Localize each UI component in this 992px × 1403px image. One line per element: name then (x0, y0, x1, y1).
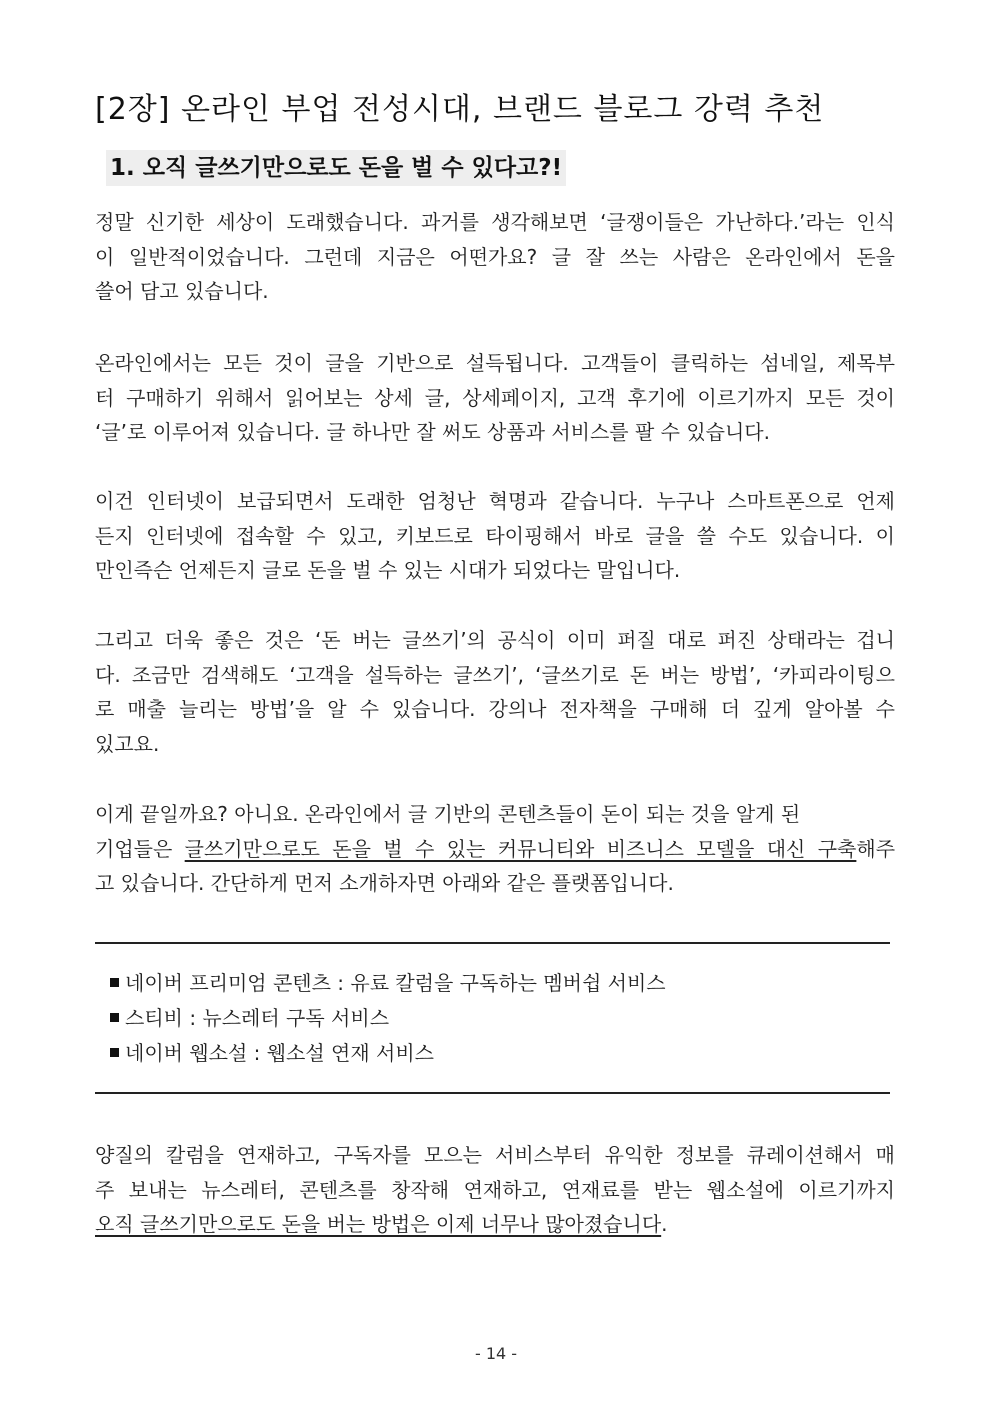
paragraph-line (95, 832, 895, 867)
page-number: - 14 - (474, 1344, 518, 1363)
paragraph-line: 온라인에서는 모든 것이 글을 기반으로 설득됩니다. 고객들이 클릭하는 섬네일, 제목부 (95, 351, 895, 375)
paragraph-line: 쓸어 담고 있습니다. (95, 279, 269, 303)
paragraph-line: 로 매출 늘리는 방법’을 알 수 있습니다. 강의나 전자책을 구매해 더 깊게 알아볼 수 (95, 697, 895, 721)
paragraph-line: 양질의 칼럼을 연재하고, 구독자를 모으는 서비스부터 유익한 정보를 큐레이션해서 매 (95, 1143, 895, 1167)
paragraph-line: ‘글’로 이루어져 있습니다. 글 하나만 잘 써도 상품과 서비스를 팔 수 있습니다. (95, 420, 770, 444)
paragraph-line: 터 구매하기 위해서 읽어보는 상세 글, 상세페이지, 고객 후기에 이르기까지 모든 것이 (95, 385, 895, 410)
paragraph-3 (95, 484, 895, 588)
list-item (110, 966, 890, 1001)
paragraph-line: 다. 조금만 검색해도 ‘고객을 설득하는 글쓰기’, ‘글쓰기로 돈 버는 방법’, ‘카피라이팅으 (95, 662, 895, 687)
text-segment: 해주 (856, 836, 896, 861)
paragraph-6 (95, 1138, 895, 1242)
underlined-text: 오직 글쓰기만으로도 돈을 버는 방법은 이제 너무나 많아졌습니다 (95, 1212, 662, 1236)
paragraph-line: 든지 인터넷에 접속할 수 있고, 키보드로 타이핑해서 바로 글을 쓸 수도 있습니다. 이 (95, 523, 895, 548)
paragraph-line: 정말 신기한 세상이 도래했습니다. 과거를 생각해보면 ‘글쟁이들은 가난하다.’라는 인식 (95, 210, 895, 234)
list-item (110, 1036, 890, 1071)
divider-top (95, 942, 890, 944)
paragraph-line: 고 있습니다. 간단하게 먼저 소개하자면 아래와 같은 플랫폼입니다. (95, 871, 674, 895)
list-item (110, 1001, 890, 1036)
paragraph-line: 만인즉슨 언제든지 글로 돈을 벌 수 있는 시대가 되었다는 말입니다. (95, 558, 681, 582)
paragraph-line: 있고요. (95, 731, 160, 756)
chapter-title: [2장] 온라인 부업 전성시대, 브랜드 블로그 강력 추천 (95, 92, 825, 127)
paragraph-1 (95, 205, 895, 309)
text-segment: 기업들은 (95, 836, 185, 861)
paragraph-line: 이건 인터넷이 보급되면서 도래한 엄청난 혁명과 같습니다. 누구나 스마트폰으로 언제 (95, 489, 895, 513)
paragraph-line: 이 일반적이었습니다. 그런데 지금은 어떤가요? 글 잘 쓰는 사람은 온라인에서 돈을 (95, 244, 895, 269)
list-item-text: 네이버 프리미엄 콘텐츠 : 유료 칼럼을 구독하는 멤버쉽 서비스 (125, 971, 666, 995)
bullet-square-icon (110, 1048, 119, 1057)
paragraph-line (95, 1207, 895, 1242)
list-item-text: 스티비 : 뉴스레터 구독 서비스 (125, 1006, 390, 1030)
paragraph-4 (95, 623, 895, 761)
list-item-text: 네이버 웹소설 : 웹소설 연재 서비스 (125, 1041, 435, 1065)
paragraph-line: 이게 끝일까요? 아니요. 온라인에서 글 기반의 콘텐츠들이 돈이 되는 것을 알게 된 (95, 802, 801, 826)
divider-bottom (95, 1092, 890, 1094)
text-segment: . (661, 1212, 668, 1236)
paragraph-2 (95, 346, 895, 450)
section-title: 1. 오직 글쓰기만으로도 돈을 벌 수 있다고?! (106, 150, 566, 186)
underlined-text: 글쓰기만으로도 돈을 벌 수 있는 커뮤니티와 비즈니스 모델을 대신 구축 (184, 836, 857, 861)
platform-list (110, 966, 890, 1071)
paragraph-line: 주 보내는 뉴스레터, 콘텐츠를 창작해 연재하고, 연재료를 받는 웹소설에 이르기까지 (95, 1177, 895, 1202)
bullet-square-icon (110, 978, 119, 987)
bullet-square-icon (110, 1013, 119, 1022)
paragraph-5 (95, 797, 895, 901)
paragraph-line: 그리고 더욱 좋은 것은 ‘돈 버는 글쓰기’의 공식이 이미 퍼질 대로 퍼진 상태라는 겁니 (95, 628, 895, 652)
